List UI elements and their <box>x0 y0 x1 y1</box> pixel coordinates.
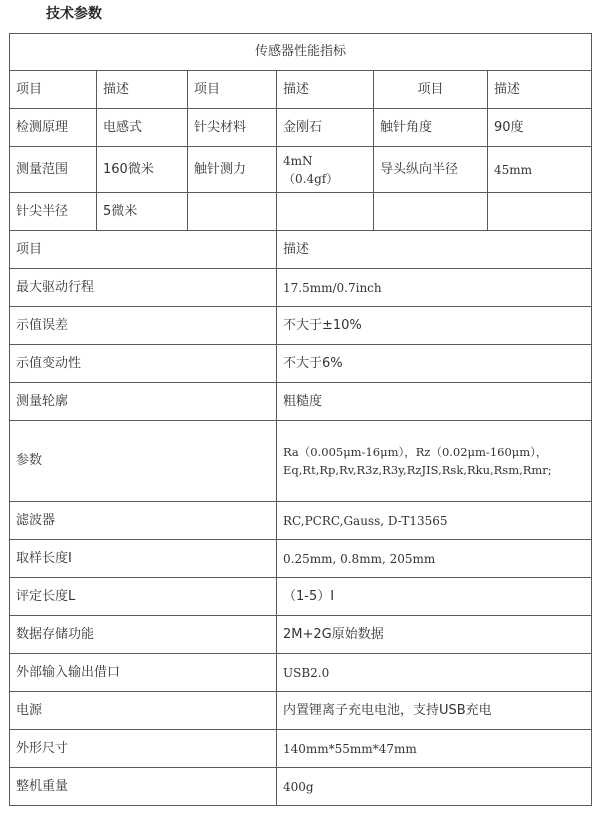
spec-label: 整机重量 <box>10 768 277 806</box>
sensor-cell: 电感式 <box>97 109 188 147</box>
spec-value: 内置锂离子充电电池，支持USB充电 <box>277 692 592 730</box>
spec-row <box>10 578 592 616</box>
sensor-cell <box>277 193 374 231</box>
sensor-cell: 针尖材料 <box>188 109 277 147</box>
spec-value: 2M+2G原始数据 <box>277 616 592 654</box>
spec-row <box>10 307 592 345</box>
spec-label: 评定长度L <box>10 578 277 616</box>
spec-label: 示值误差 <box>10 307 277 345</box>
header-item: 项目 <box>188 71 277 109</box>
spec-label: 外部输入输出借口 <box>10 654 277 692</box>
spec-value: 400g <box>277 768 592 806</box>
specs-header-row <box>10 231 592 269</box>
spec-row <box>10 383 592 421</box>
spec-row <box>10 502 592 540</box>
spec-value: USB2.0 <box>277 654 592 692</box>
sensor-cell: 4mN （0.4gf） <box>277 147 374 193</box>
spec-value: 0.25mm, 0.8mm, 205mm <box>277 540 592 578</box>
header-desc: 描述 <box>277 231 592 269</box>
spec-row <box>10 421 592 502</box>
spec-table <box>9 33 592 806</box>
sensor-cell: 160微米 <box>97 147 188 193</box>
spec-value: 17.5mm/0.7inch <box>277 269 592 307</box>
sensor-cell: 45mm <box>488 147 592 193</box>
sensor-cell <box>488 193 592 231</box>
spec-value: Ra（0.005μm-16μm），Rz（0.02μm-160μm）， Eq,Rt,Rp,Rv,R3z,R3y,RzJIS,Rsk,Rku,Rsm,Rmr; <box>277 421 592 502</box>
spec-label: 最大驱动行程 <box>10 269 277 307</box>
sensor-cell: 5微米 <box>97 193 188 231</box>
sensor-cell: 触针角度 <box>374 109 488 147</box>
sensor-cell: 针尖半径 <box>10 193 97 231</box>
spec-label: 测量轮廓 <box>10 383 277 421</box>
header-desc: 描述 <box>97 71 188 109</box>
sensor-header-row <box>10 71 592 109</box>
header-item: 项目 <box>374 71 488 109</box>
header-item: 项目 <box>10 231 277 269</box>
header-item: 项目 <box>10 71 97 109</box>
sensor-cell: 导头纵向半径 <box>374 147 488 193</box>
spec-value: （1-5）I <box>277 578 592 616</box>
spec-label: 示值变动性 <box>10 345 277 383</box>
spec-label: 电源 <box>10 692 277 730</box>
section-title: 技术参数 <box>46 6 102 22</box>
sensor-cell: 触针测力 <box>188 147 277 193</box>
spec-label: 外形尺寸 <box>10 730 277 768</box>
spec-value: 140mm*55mm*47mm <box>277 730 592 768</box>
spec-row <box>10 730 592 768</box>
sensor-row <box>10 193 592 231</box>
spec-row <box>10 768 592 806</box>
spec-value: 不大于6% <box>277 345 592 383</box>
spec-row <box>10 616 592 654</box>
spec-label: 参数 <box>10 421 277 502</box>
spec-row <box>10 269 592 307</box>
spec-row <box>10 692 592 730</box>
header-desc: 描述 <box>488 71 592 109</box>
sensor-cell <box>374 193 488 231</box>
spec-value: 粗糙度 <box>277 383 592 421</box>
sensor-row <box>10 147 592 193</box>
sensor-caption-row <box>10 34 592 71</box>
spec-row <box>10 540 592 578</box>
sensor-caption: 传感器性能指标 <box>10 34 592 71</box>
spec-label: 取样长度I <box>10 540 277 578</box>
spec-value: RC,PCRC,Gauss, D-T13565 <box>277 502 592 540</box>
spec-row <box>10 654 592 692</box>
sensor-cell: 金刚石 <box>277 109 374 147</box>
sensor-cell: 90度 <box>488 109 592 147</box>
sensor-cell <box>188 193 277 231</box>
spec-row <box>10 345 592 383</box>
sensor-cell: 测量范围 <box>10 147 97 193</box>
sensor-row <box>10 109 592 147</box>
sensor-cell: 检测原理 <box>10 109 97 147</box>
spec-value: 不大于±10% <box>277 307 592 345</box>
spec-label: 滤波器 <box>10 502 277 540</box>
header-desc: 描述 <box>277 71 374 109</box>
spec-label: 数据存储功能 <box>10 616 277 654</box>
